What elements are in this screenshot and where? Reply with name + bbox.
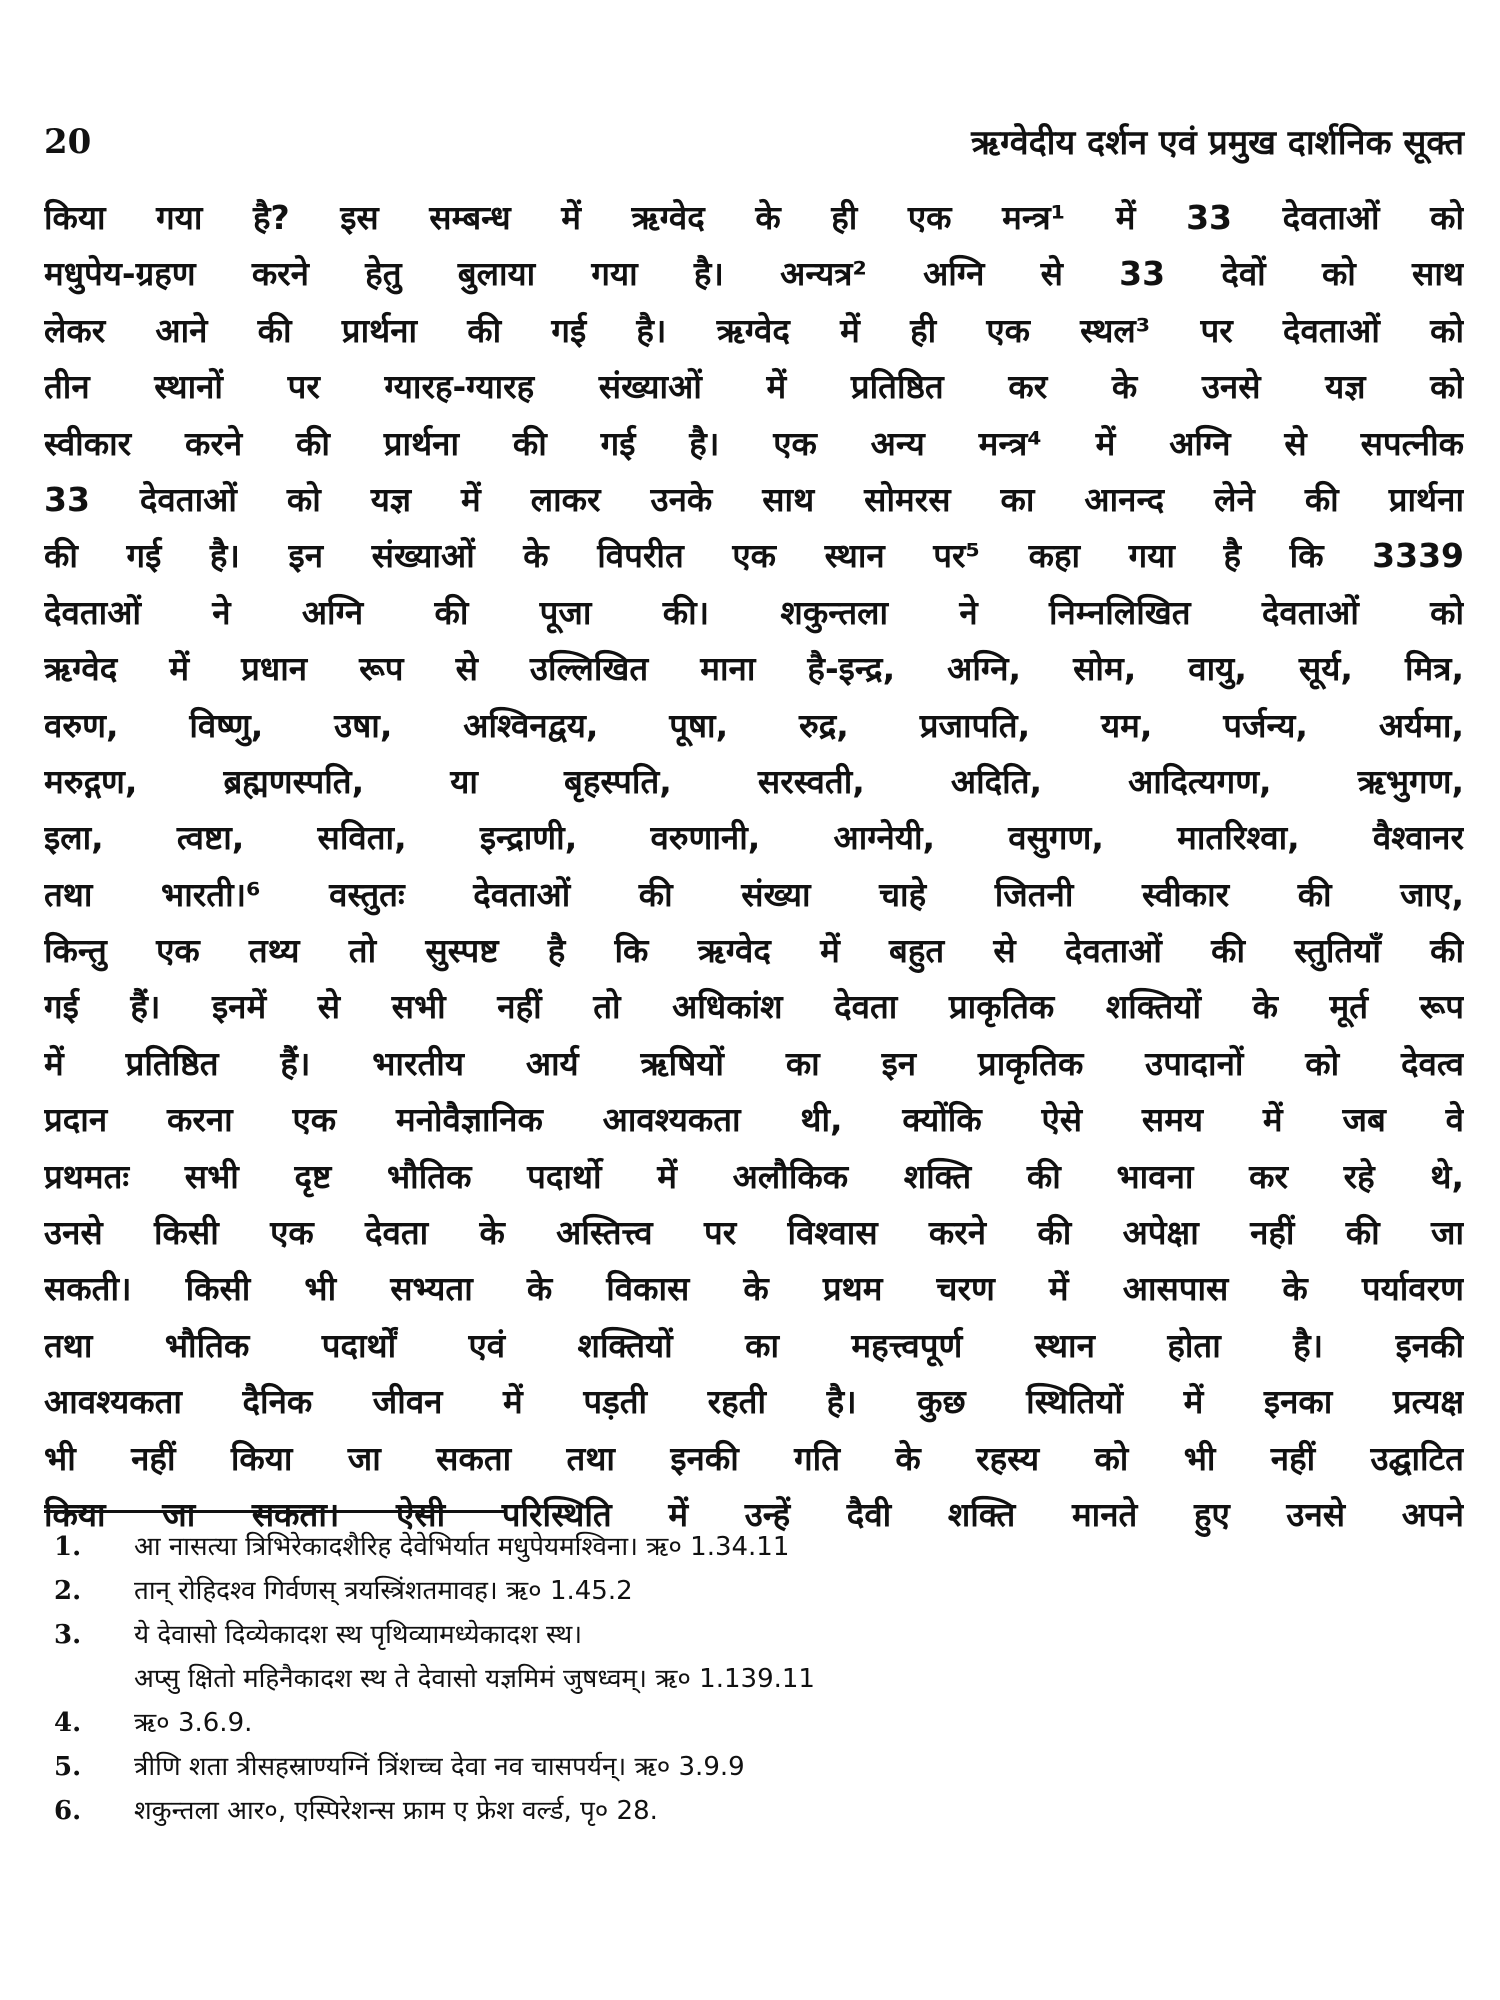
text-line: देवताओं ने अग्नि की पूजा की। शकुन्तला ने निम्नलिखित देवताओं को (44, 592, 1464, 632)
text-line: तथा भारती।⁶ वस्तुतः देवताओं की संख्या चाहे जितनी स्वीकार की जाए, (44, 874, 1464, 914)
text-line: तीन स्थानों पर ग्यारह-ग्यारह संख्याओं में प्रतिष्ठित कर के उनसे यज्ञ को (44, 367, 1464, 407)
text-line: सकती। किसी भी सभ्यता के विकास के प्रथम चरण में आसपास के पर्यावरण (44, 1269, 1464, 1309)
page-header (44, 118, 1464, 178)
footnotes (54, 1525, 1454, 1833)
footnote (54, 1701, 1454, 1745)
footnote-text: शकुन्तला आर०, एस्पिरेशन्स फ्राम ए फ्रेश वर्ल्ड, पृ० 28. (134, 1796, 658, 1826)
footnote-text: आ नासत्या त्रिभिरेकादशैरिह देवेभिर्यात मधुपेयमश्विना। ऋ० 1.34.11 (134, 1532, 790, 1562)
text-line: वरुण, विष्णु, उषा, अश्विनद्वय, पूषा, रुद्र, प्रजापति, यम, पर्जन्य, अर्यमा, (44, 705, 1464, 745)
text-line: 33 देवताओं को यज्ञ में लाकर उनके साथ सोमरस का आनन्द लेने की प्रार्थना (44, 479, 1464, 519)
text-line: आवश्यकता दैनिक जीवन में पड़ती रहती है। कुछ स्थितियों में इनका प्रत्यक्ष (44, 1382, 1464, 1422)
text-line: तथा भौतिक पदार्थों एवं शक्तियों का महत्त्वपूर्ण स्थान होता है। इनकी (44, 1325, 1464, 1365)
footnote-text: अप्सु क्षितो महिनैकादश स्थ ते देवासो यज्ञमिमं जुषध्वम्। ऋ० 1.139.11 (134, 1664, 815, 1694)
footnote-text: त्रीणि शता त्रीसहस्राण्यग्निं त्रिंशच्च देवा नव चासपर्यन्। ऋ० 3.9.9 (134, 1752, 745, 1782)
footnote-text: ऋ० 3.6.9. (134, 1708, 253, 1738)
footnote-number: 6. (54, 1796, 82, 1826)
text-line: ऋग्वेद में प्रधान रूप से उल्लिखित माना है-इन्द्र, अग्नि, सोम, वायु, सूर्य, मित्र, (44, 649, 1464, 689)
footnote (54, 1569, 1454, 1613)
text-line: स्वीकार करने की प्रार्थना की गई है। एक अन्य मन्त्र⁴ में अग्नि से सपत्नीक (44, 423, 1464, 463)
footnote-number: 3. (54, 1620, 82, 1650)
text-line: गई हैं। इनमें से सभी नहीं तो अधिकांश देवता प्राकृतिक शक्तियों के मूर्त रूप (44, 987, 1464, 1027)
text-line: मरुद्गण, ब्रह्मणस्पति, या बृहस्पति, सरस्वती, अदिति, आदित्यगण, ऋभुगण, (44, 761, 1464, 801)
page-number: 20 (44, 122, 92, 162)
body-paragraph (44, 190, 1464, 1543)
running-title: ऋग्वेदीय दर्शन एवं प्रमुख दार्शनिक सूक्त (971, 123, 1464, 163)
footnote-number: 4. (54, 1708, 82, 1738)
text-line: किन्तु एक तथ्य तो सुस्पष्ट है कि ऋग्वेद में बहुत से देवताओं की स्तुतियाँ की (44, 931, 1464, 971)
text-line: में प्रतिष्ठित हैं। भारतीय आर्य ऋषियों का इन प्राकृतिक उपादानों को देवत्व (44, 1043, 1464, 1083)
text-line: उनसे किसी एक देवता के अस्तित्त्व पर विश्वास करने की अपेक्षा नहीं की जा (44, 1213, 1464, 1253)
text-line: भी नहीं किया जा सकता तथा इनकी गति के रहस्य को भी नहीं उद्घाटित (44, 1438, 1464, 1478)
text-line: लेकर आने की प्रार्थना की गई है। ऋग्वेद में ही एक स्थल³ पर देवताओं को (44, 310, 1464, 350)
footnote (54, 1789, 1454, 1833)
footnote (54, 1613, 1454, 1657)
footnote-number: 1. (54, 1532, 82, 1562)
footnote-text: तान् रोहिदश्व गिर्वणस् त्रयस्त्रिंशतमावह। ऋ० 1.45.2 (134, 1576, 633, 1606)
text-line: प्रदान करना एक मनोवैज्ञानिक आवश्यकता थी, क्योंकि ऐसे समय में जब वे (44, 1100, 1464, 1140)
text-line: प्रथमतः सभी दृष्ट भौतिक पदार्थो में अलौकिक शक्ति की भावना कर रहे थे, (44, 1156, 1464, 1196)
footnote-continuation (54, 1657, 1454, 1701)
text-line: किया जा सकता। ऐसी परिस्थिति में उन्हें दैवी शक्ति मानते हुए उनसे अपने (44, 1494, 1464, 1534)
footnote (54, 1525, 1454, 1569)
footnote (54, 1745, 1454, 1789)
text-line: किया गया है? इस सम्बन्ध में ऋग्वेद के ही एक मन्त्र¹ में 33 देवताओं को (44, 198, 1464, 237)
footnote-text: ये देवासो दिव्येकादश स्थ पृथिव्यामध्येकादश स्थ। (134, 1620, 583, 1650)
text-line: की गई है। इन संख्याओं के विपरीत एक स्थान पर⁵ कहा गया है कि 3339 (44, 536, 1464, 576)
text-line: मधुपेय-ग्रहण करने हेतु बुलाया गया है। अन्यत्र² अग्नि से 33 देवों को साथ (44, 254, 1464, 294)
footnote-number: 2. (54, 1576, 82, 1606)
text-line: इला, त्वष्टा, सविता, इन्द्राणी, वरुणानी, आग्नेयी, वसुगण, मातरिश्वा, वैश्वानर (44, 818, 1464, 858)
footnote-number: 5. (54, 1752, 82, 1782)
footnote-separator (44, 1510, 504, 1513)
